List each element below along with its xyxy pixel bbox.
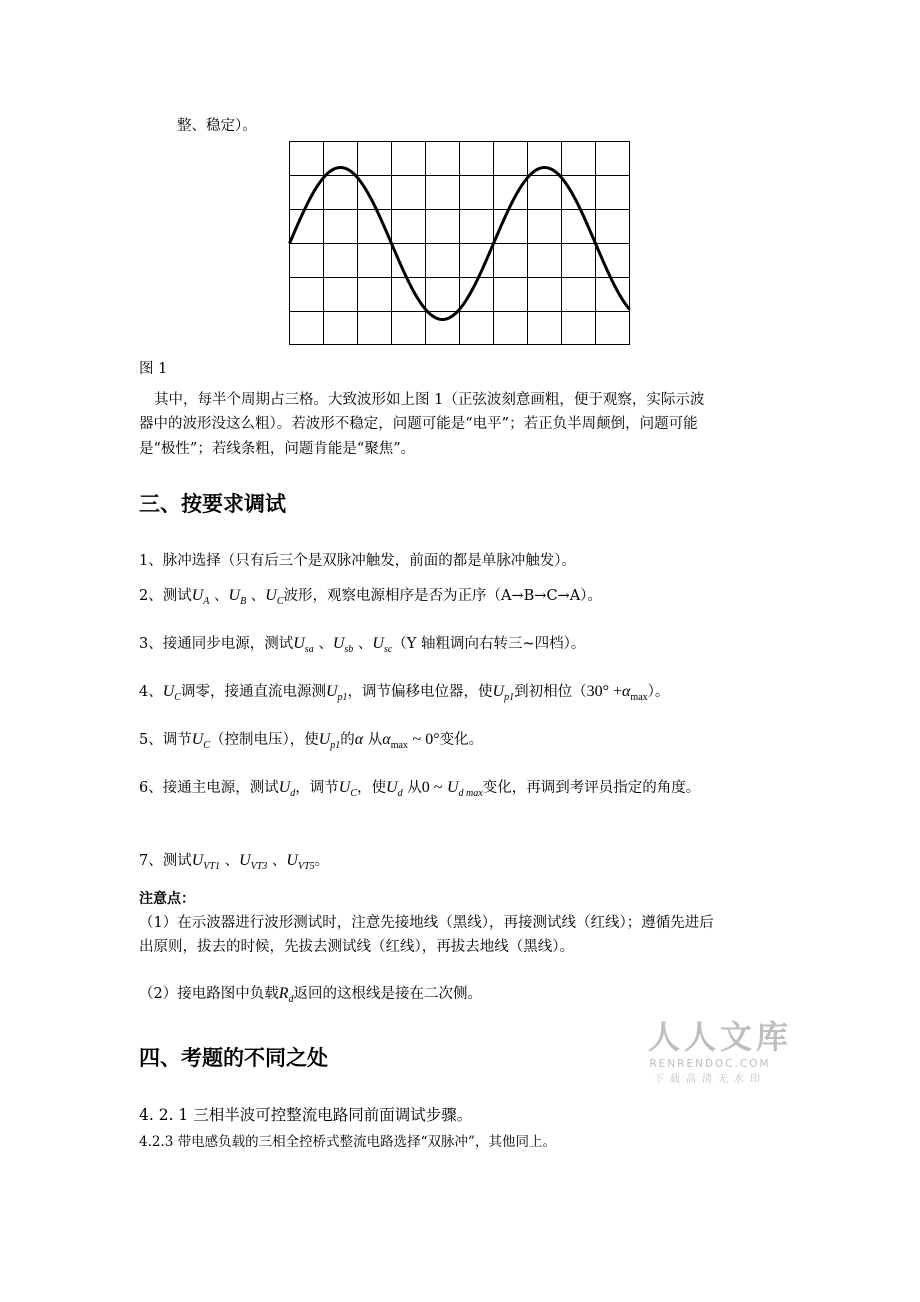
watermark-url: RENRENDOC.COM — [649, 1058, 771, 1070]
watermark-slogan: 下载高清无水印 — [654, 1074, 766, 1085]
section4-heading: 四、考题的不同之处 — [139, 1046, 328, 1070]
note-1-line-2: 出原则，拔去的时候，先拔去测试线（红线），再拔去地线（黑线）。 — [139, 939, 574, 955]
step-6: 6、接通主电源，测试$U_d$，调节$U_C$，使$U_d$ 从0 ~ $U_{d max}$变化，再调到考评员指定的角度。 — [139, 779, 701, 799]
figure-description-2: 器中的波形没这么粗）。若波形不稳定，问题可能是“电平”；若正负半周颠倒，问题可能 — [139, 416, 698, 432]
top-line: 整、稳定）。 — [177, 118, 257, 134]
figure-description-1: 其中，每半个周期占三格。大致波形如上图 1（正弦波刻意画粗，便于观察，实际示波 — [154, 392, 705, 408]
step-3: 3、接通同步电源，测试$U_{sa}$ 、$U_{sb}$ 、$U_{sc}(Y$ 轴粗调向右转三~四档）。 — [139, 635, 586, 655]
step-2: 2、测试$U_A$ 、$U_B$ 、$U_C$波形，观察电源相序是否为正序（A→B→C→A）。 — [139, 587, 602, 607]
step-7: 7、测试$U_{VT1}$ 、$U_{VT3}$ 、$U_{VT5}$。 — [139, 852, 330, 872]
section3-heading: 三、按要求调试 — [139, 492, 286, 516]
note-1-line-1: （1）在示波器进行波形测试时，注意先接地线（黑线），再接测试线（红线）；遵循先进后 — [139, 915, 714, 931]
note-2: （2）接电路图中负载$R_d$返回的这根线是接在二次侧。 — [139, 985, 483, 1005]
section4-line-1: 4. 2. 1 三相半波可控整流电路同前面调试步骤。 — [139, 1106, 473, 1124]
section4-line-2: 4.2.3 带电感负载的三相全控桥式整流电路选择“双脉冲”，其他同上。 — [139, 1134, 556, 1150]
step-5: 5、调节$U_C$（控制电压），使$U_{p1}$的α 从$\alpha_{max}$ ~ 0°变化。 — [139, 731, 484, 751]
watermark — [648, 1012, 793, 1085]
grid — [290, 142, 630, 345]
figure-caption: 图 1 — [139, 361, 168, 377]
step-1: 1、脉冲选择（只有后三个是双脉冲触发，前面的都是单脉冲触发）。 — [139, 553, 576, 569]
figure-description-3: 是“极性”；若线条粗，问题肯能是“聚焦”。 — [139, 441, 416, 457]
sine-wave-figure — [288, 140, 633, 347]
watermark-name: 人人文库 — [648, 1018, 793, 1056]
step-4: 4、$U_C$调零，接通直流电源测$U_{p1}$，调节偏移电位器，使$U_{p1}$到初相位$(30^\circ +\alpha_{max})$。 — [139, 683, 670, 703]
notes-title: 注意点： — [139, 891, 195, 907]
